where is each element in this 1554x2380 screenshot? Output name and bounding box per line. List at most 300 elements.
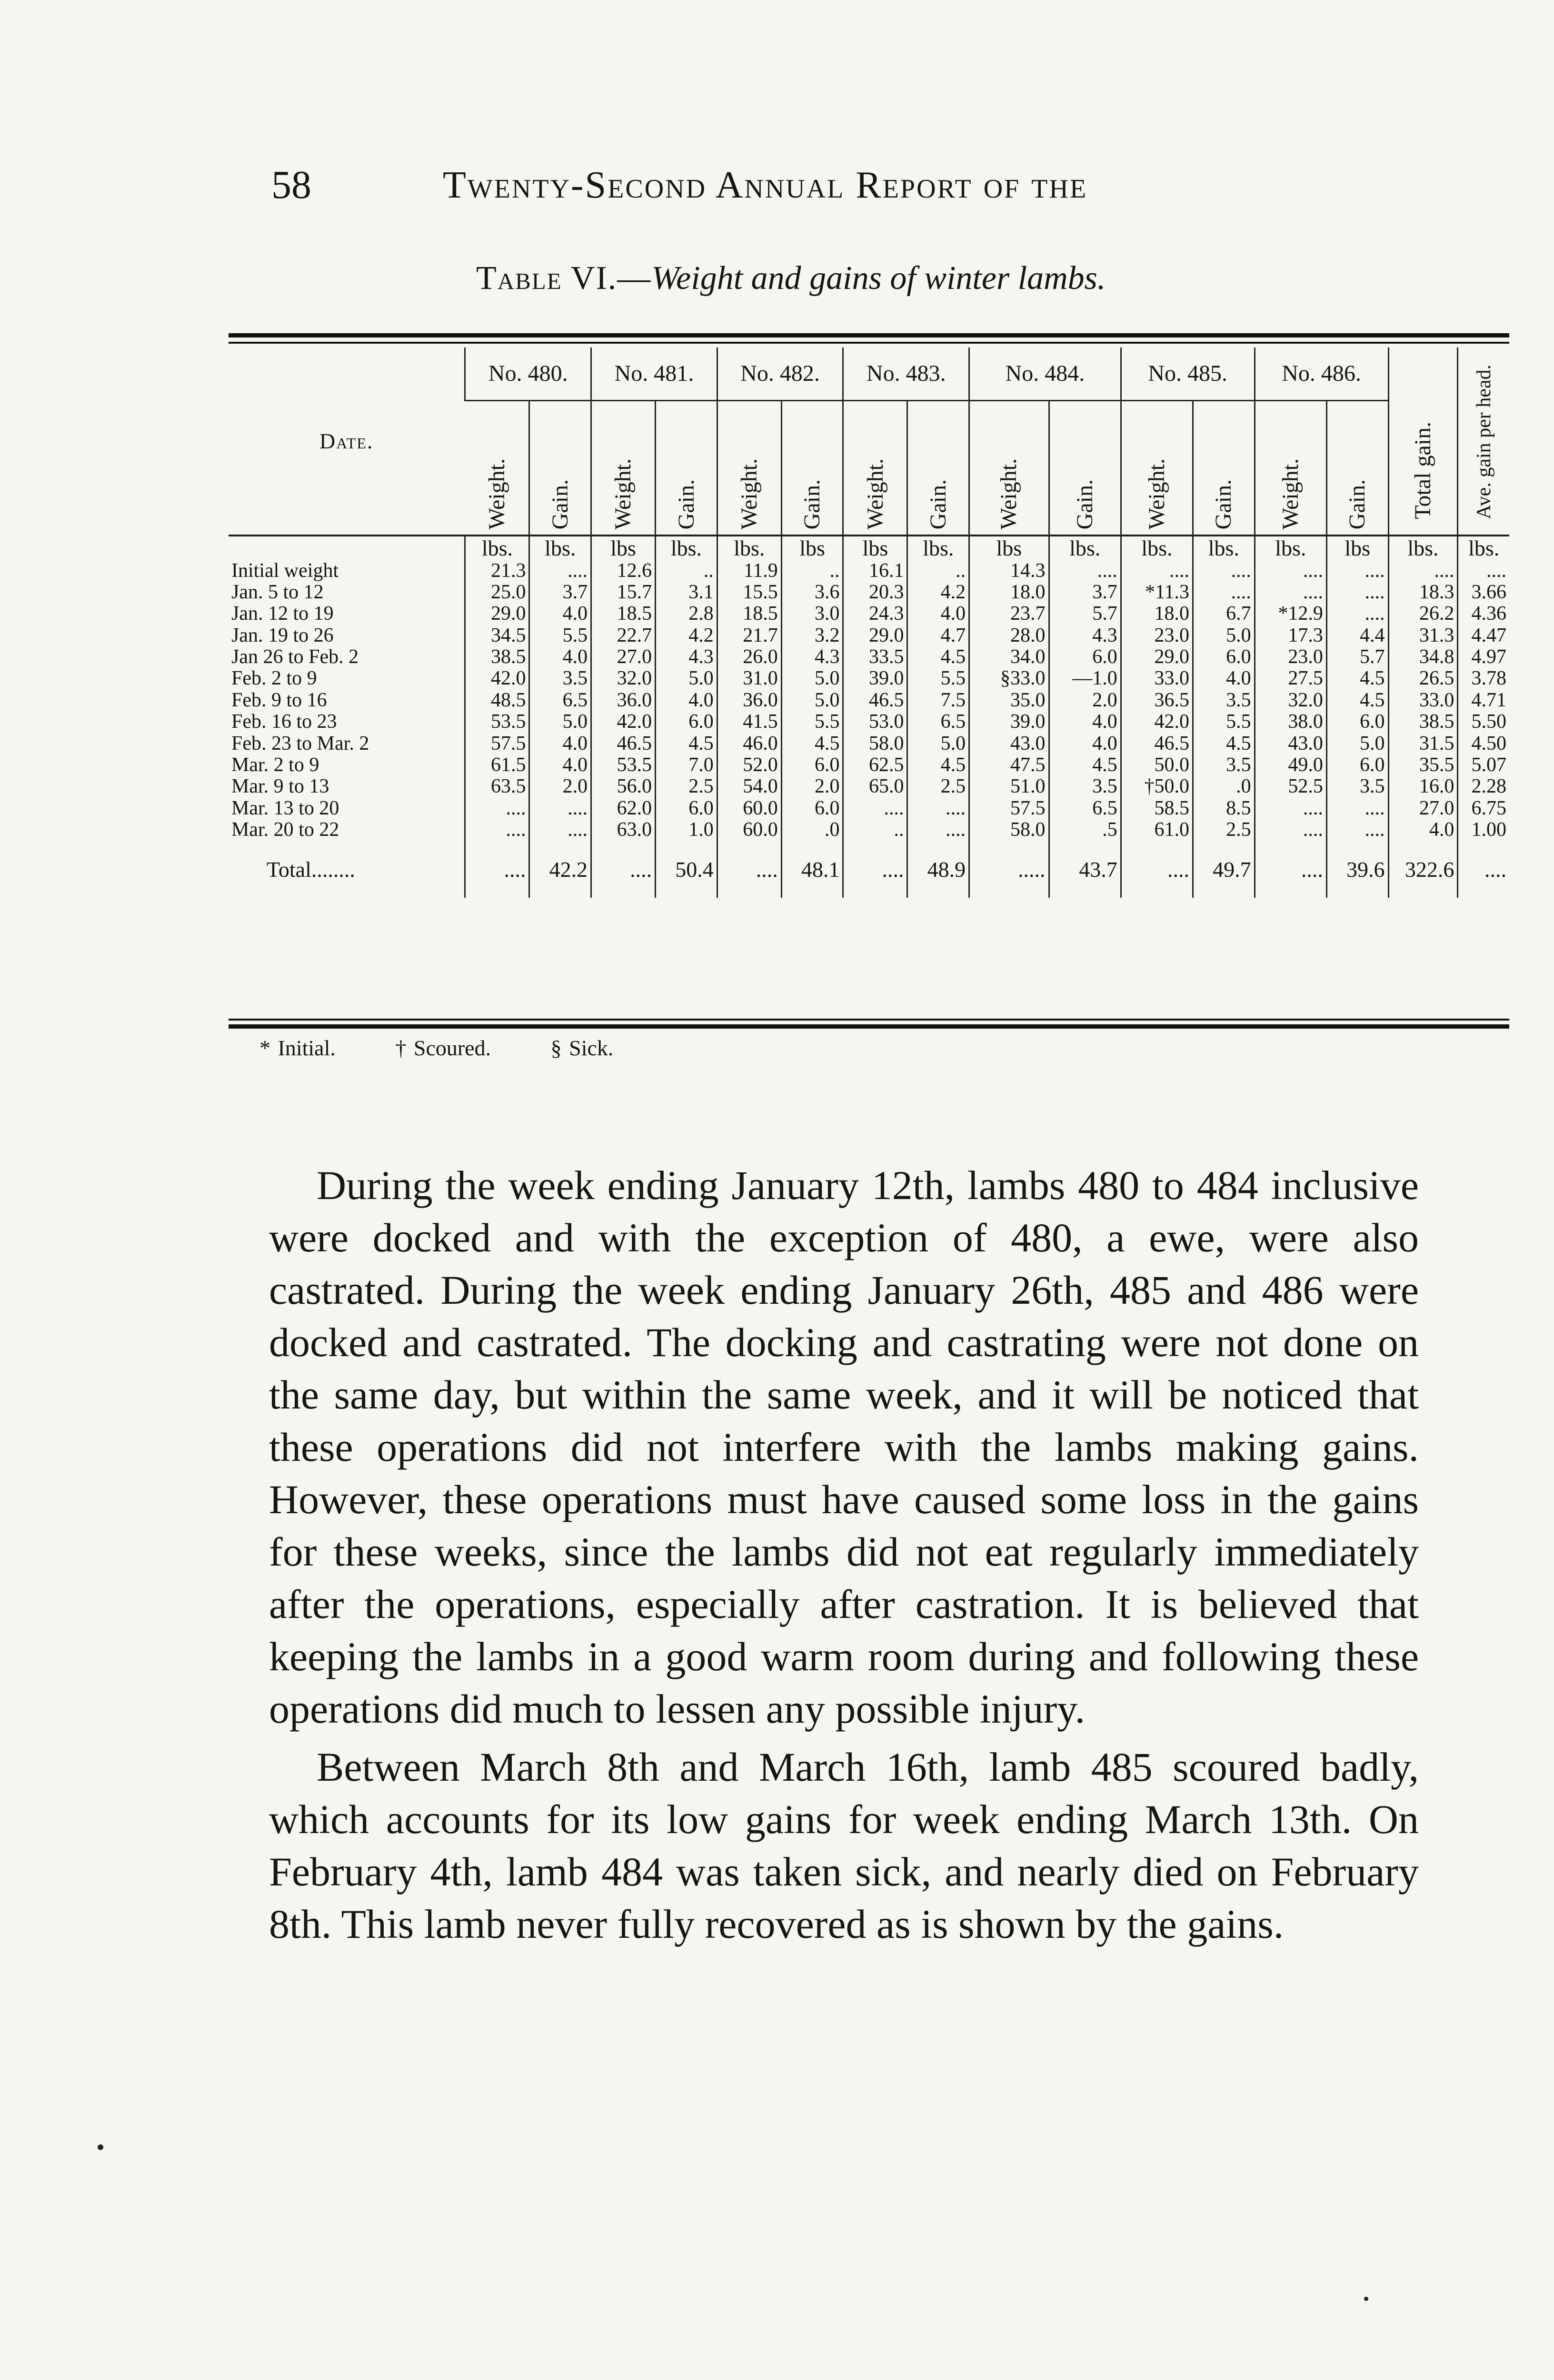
table-cell: 22.7 <box>591 625 656 646</box>
table-cell: 63.5 <box>465 776 529 797</box>
units-cell: lbs. <box>656 536 717 560</box>
table-cell: 3.5 <box>1049 776 1121 797</box>
row-date-cell: Mar. 2 to 9 <box>231 754 319 776</box>
row-date-cell: Initial weight <box>231 560 339 582</box>
table-cell: 58.0 <box>969 819 1049 841</box>
table-cell: 23.0 <box>1121 625 1193 646</box>
units-cell: lbs <box>591 536 656 560</box>
table-cell: 4.5 <box>656 733 717 754</box>
table-cell: 41.5 <box>717 711 781 733</box>
table-cell: 3.66 <box>1458 582 1509 603</box>
table-cell: 39.0 <box>969 711 1049 733</box>
table-cell: 42.0 <box>591 711 656 733</box>
table-cell: 4.7 <box>907 625 969 646</box>
table-footnotes <box>259 1035 666 1061</box>
units-cell: lbs. <box>907 536 969 560</box>
group-header: No. 481. <box>591 347 717 401</box>
table-cell: 38.5 <box>1388 711 1458 733</box>
table-cell: 1.0 <box>656 819 717 841</box>
table-cell: .... <box>1049 560 1121 582</box>
total-cell: .... <box>843 841 907 898</box>
table-bottom-rule-inner <box>229 1019 1509 1021</box>
table-cell: 60.0 <box>717 819 781 841</box>
table-cell: 5.50 <box>1458 711 1509 733</box>
table-cell: 20.3 <box>843 582 907 603</box>
table-cell: .... <box>529 560 591 582</box>
table-row <box>229 754 1509 776</box>
table-cell: .... <box>1388 560 1458 582</box>
table-cell: *11.3 <box>1121 582 1193 603</box>
table-cell: 3.5 <box>1193 690 1255 711</box>
table-cell: 6.5 <box>1049 798 1121 819</box>
table-cell: 48.5 <box>465 690 529 711</box>
table-cell: 31.0 <box>717 668 781 689</box>
table-cell: 2.0 <box>529 776 591 797</box>
row-date-cell: Feb. 9 to 16 <box>231 689 327 711</box>
group-header: No. 486. <box>1255 347 1388 401</box>
total-cell: 42.2 <box>529 841 591 898</box>
table-cell: 49.0 <box>1255 754 1326 776</box>
table-cell: 58.0 <box>843 733 907 754</box>
table-cell: 6.5 <box>529 690 591 711</box>
row-date-cell: Jan. 19 to 26 <box>231 625 334 646</box>
table-bottom-rule <box>229 1024 1509 1029</box>
table-cell: 27.0 <box>1388 798 1458 819</box>
total-cell: .... <box>1255 841 1326 898</box>
table-cell: 6.0 <box>1326 754 1388 776</box>
table-cell: .... <box>1326 603 1388 625</box>
table-cell: 43.0 <box>969 733 1049 754</box>
table-cell: 18.0 <box>1121 603 1193 625</box>
table-cell: 42.0 <box>465 668 529 689</box>
table-cell: 57.5 <box>969 798 1049 819</box>
table-row <box>229 798 1509 819</box>
table-cell: 5.0 <box>781 668 843 689</box>
table-cell: 6.0 <box>781 798 843 819</box>
table-cell: 4.71 <box>1458 690 1509 711</box>
table-cell: 29.0 <box>1121 646 1193 668</box>
table-cell: 7.5 <box>907 690 969 711</box>
table-cell: 35.5 <box>1388 754 1458 776</box>
table-cell: 6.5 <box>907 711 969 733</box>
table-cell: 36.0 <box>591 690 656 711</box>
weight-subheader: Weight. <box>1255 401 1326 536</box>
table-cell: 3.0 <box>781 603 843 625</box>
table-cell: 4.3 <box>781 646 843 668</box>
table-cell: 3.5 <box>1193 754 1255 776</box>
table-cell: 5.0 <box>907 733 969 754</box>
table-cell: 5.0 <box>1326 733 1388 754</box>
table-cell: 26.0 <box>717 646 781 668</box>
group-header: No. 485. <box>1121 347 1255 401</box>
units-cell: lbs. <box>717 536 781 560</box>
table-cell: 57.5 <box>465 733 529 754</box>
total-cell: 43.7 <box>1049 841 1121 898</box>
table-row <box>229 690 1509 711</box>
table-cell: 3.6 <box>781 582 843 603</box>
table-cell: 33.0 <box>1121 668 1193 689</box>
table-cell: 61.5 <box>465 754 529 776</box>
table-cell: 32.0 <box>591 668 656 689</box>
table-cell: 5.0 <box>1193 625 1255 646</box>
table-body <box>229 560 1509 841</box>
table-cell: 3.7 <box>529 582 591 603</box>
table-cell: 3.7 <box>1049 582 1121 603</box>
table-cell: 3.78 <box>1458 668 1509 689</box>
table-cell: 15.7 <box>591 582 656 603</box>
table-cell: 7.0 <box>656 754 717 776</box>
table-cell: 4.47 <box>1458 625 1509 646</box>
table-cell: 34.5 <box>465 625 529 646</box>
table-cell: 5.5 <box>907 668 969 689</box>
units-cell: lbs. <box>1388 536 1458 560</box>
table-cell: 46.0 <box>717 733 781 754</box>
table-cell: 6.75 <box>1458 798 1509 819</box>
table-cell: 36.0 <box>717 690 781 711</box>
units-cell: lbs <box>781 536 843 560</box>
table-cell: .... <box>1326 819 1388 841</box>
table-cell: 17.3 <box>1255 625 1326 646</box>
table-cell: .0 <box>1193 776 1255 797</box>
table-cell: 4.5 <box>907 754 969 776</box>
footnote-initial: * Initial. <box>259 1036 336 1060</box>
table-cell: 4.50 <box>1458 733 1509 754</box>
table-cell: 61.0 <box>1121 819 1193 841</box>
table-cell: .... <box>1121 560 1193 582</box>
row-date-cell: Jan 26 to Feb. 2 <box>231 646 359 668</box>
group-header: No. 482. <box>717 347 843 401</box>
table-cell: 38.5 <box>465 646 529 668</box>
body-paragraph-1: During the week ending January 12th, lambs 480 to 484 inclusive were docked and with the exception of 480, a ewe, were also castrated. During the week ending January 26th, 485 and 486 were docked and castrated. The docking and castrating were not done on the same day, but within the same week, and it will be noticed that these operations did not interfere with the lambs making gains. However, these operations must have caused some loss in the gains for these weeks, since the lambs did not eat regularly immediately after the operations, especially after castration. It is believed that keeping the lambs in a good warm room during and following these operations did much to lessen any possible injury. <box>269 1162 1419 1732</box>
total-cell: .... <box>717 841 781 898</box>
table-cell: 43.0 <box>1255 733 1326 754</box>
table-row <box>229 582 1509 603</box>
gain-subheader: Gain. <box>907 401 969 536</box>
table-cell: 21.7 <box>717 625 781 646</box>
table-cell: 4.0 <box>529 733 591 754</box>
table-cell: 18.0 <box>969 582 1049 603</box>
table-cell: 58.5 <box>1121 798 1193 819</box>
table-cell: .... <box>1255 582 1326 603</box>
table-cell: 56.0 <box>591 776 656 797</box>
gain-subheader: Gain. <box>1326 401 1388 536</box>
table-cell: 46.5 <box>591 733 656 754</box>
table-cell: 4.36 <box>1458 603 1509 625</box>
table-cell: .... <box>1255 819 1326 841</box>
total-cell: 322.6 <box>1388 841 1458 898</box>
stray-mark <box>1364 2297 1368 2301</box>
table-cell: .. <box>656 560 717 582</box>
table-cell: 4.0 <box>529 646 591 668</box>
table-cell: 18.3 <box>1388 582 1458 603</box>
table-cell: 4.0 <box>529 603 591 625</box>
table-cell: 4.4 <box>1326 625 1388 646</box>
lamb-weights-table <box>229 347 1509 898</box>
gain-subheader: Gain. <box>656 401 717 536</box>
gain-subheader: Gain. <box>781 401 843 536</box>
table-row <box>229 711 1509 733</box>
total-cell: 48.1 <box>781 841 843 898</box>
total-cell: 50.4 <box>656 841 717 898</box>
total-cell: ..... <box>969 841 1049 898</box>
weight-subheader: Weight. <box>1121 401 1193 536</box>
table-cell: 4.5 <box>1049 754 1121 776</box>
table-cell: 4.3 <box>1049 625 1121 646</box>
group-header: No. 484. <box>969 347 1121 401</box>
table-cell: .... <box>529 819 591 841</box>
body-paragraph-2: Between March 8th and March 16th, lamb 485 scoured badly, which accounts for its low gains for week ending March 13th. On February 4th, lamb 484 was taken sick, and nearly died on February 8th. This lamb never fully recovered as is shown by the gains. <box>269 1744 1419 1947</box>
table-cell: 16.1 <box>843 560 907 582</box>
table-cell: 21.3 <box>465 560 529 582</box>
row-date-cell: Feb. 23 to Mar. 2 <box>231 733 369 754</box>
row-date-cell: Jan. 12 to 19 <box>231 603 334 625</box>
table-cell: 62.0 <box>591 798 656 819</box>
table-cell: .... <box>907 819 969 841</box>
table-cell: 31.5 <box>1388 733 1458 754</box>
footnote-sick: § Sick. <box>550 1036 614 1060</box>
row-date-cell: Mar. 9 to 13 <box>231 776 329 798</box>
total-cell: .... <box>591 841 656 898</box>
row-date-cell: Mar. 13 to 20 <box>231 797 339 819</box>
table-cell: 51.0 <box>969 776 1049 797</box>
table-cell: 18.5 <box>717 603 781 625</box>
table-cell: .5 <box>1049 819 1121 841</box>
table-cell: 4.0 <box>1193 668 1255 689</box>
table-cell: 42.0 <box>1121 711 1193 733</box>
total-cell: .... <box>1121 841 1193 898</box>
ave-gain-header: Ave. gain per head. <box>1458 347 1509 536</box>
table-cell: 23.7 <box>969 603 1049 625</box>
table-cell: .0 <box>781 819 843 841</box>
table-cell: .... <box>465 798 529 819</box>
table-cell: 15.5 <box>717 582 781 603</box>
table-cell: 2.5 <box>907 776 969 797</box>
table-row <box>229 603 1509 625</box>
total-gain-header: Total gain. <box>1388 347 1458 536</box>
table-group-header-row <box>229 347 1509 401</box>
table-cell: 4.3 <box>656 646 717 668</box>
table-cell: 32.0 <box>1255 690 1326 711</box>
table-cell: 4.5 <box>781 733 843 754</box>
table-cell: .... <box>1193 560 1255 582</box>
table-cell: §33.0 <box>969 668 1049 689</box>
gain-subheader: Gain. <box>529 401 591 536</box>
table-cell: 4.0 <box>529 754 591 776</box>
table-cell: 33.5 <box>843 646 907 668</box>
weight-subheader: Weight. <box>465 401 529 536</box>
stray-mark <box>98 2144 103 2150</box>
table-cell: 4.5 <box>1193 733 1255 754</box>
weight-subheader: Weight. <box>591 401 656 536</box>
total-cell: 49.7 <box>1193 841 1255 898</box>
table-cell: 27.5 <box>1255 668 1326 689</box>
table-cell: 5.07 <box>1458 754 1509 776</box>
body-text <box>269 1159 1419 1956</box>
units-cell: lbs. <box>1049 536 1121 560</box>
table-cell: 52.0 <box>717 754 781 776</box>
table-cell: 29.0 <box>465 603 529 625</box>
table-cell: 25.0 <box>465 582 529 603</box>
table-top-rule <box>229 333 1509 337</box>
table-cell: 60.0 <box>717 798 781 819</box>
table-caption-text: Weight and gains of winter lambs. <box>651 260 1106 297</box>
total-cell: .... <box>465 841 529 898</box>
table-row <box>229 625 1509 646</box>
units-cell: lbs. <box>1255 536 1326 560</box>
group-header: No. 483. <box>843 347 969 401</box>
table-cell: 6.0 <box>656 711 717 733</box>
table-cell: 4.2 <box>656 625 717 646</box>
table-cell: .... <box>1193 582 1255 603</box>
total-label: Total........ <box>267 857 355 882</box>
row-date-cell: Feb. 2 to 9 <box>231 668 317 690</box>
table-row <box>229 733 1509 754</box>
units-cell: lbs <box>843 536 907 560</box>
total-cell: .... <box>1458 841 1509 898</box>
table-cell: 12.6 <box>591 560 656 582</box>
table-cell: .... <box>1326 560 1388 582</box>
table-cell: 62.5 <box>843 754 907 776</box>
table-cell: 5.0 <box>656 668 717 689</box>
table-cell: 29.0 <box>843 625 907 646</box>
table-cell: 2.28 <box>1458 776 1509 797</box>
table-cell: .. <box>907 560 969 582</box>
total-cell: 48.9 <box>907 841 969 898</box>
table-cell: 6.7 <box>1193 603 1255 625</box>
table-cell: 50.0 <box>1121 754 1193 776</box>
table-cell: .... <box>1255 798 1326 819</box>
table-cell: 34.8 <box>1388 646 1458 668</box>
table-cell: 4.5 <box>907 646 969 668</box>
table-cell: 6.0 <box>656 798 717 819</box>
table-cell: 3.5 <box>1326 776 1388 797</box>
table-cell: 18.5 <box>591 603 656 625</box>
table-cell: 4.0 <box>1049 711 1121 733</box>
table-cell: 23.0 <box>1255 646 1326 668</box>
table-cell: 35.0 <box>969 690 1049 711</box>
table-cell: 1.00 <box>1458 819 1509 841</box>
table-cell: 5.5 <box>1193 711 1255 733</box>
table-cell: *12.9 <box>1255 603 1326 625</box>
table-cell: .... <box>1255 560 1326 582</box>
table-cell: 3.1 <box>656 582 717 603</box>
table-cell: 6.0 <box>781 754 843 776</box>
table-cell: 8.5 <box>1193 798 1255 819</box>
table-cell: 39.0 <box>843 668 907 689</box>
table-cell: .... <box>907 798 969 819</box>
table-cell: 6.0 <box>1326 711 1388 733</box>
gain-subheader: Gain. <box>1049 401 1121 536</box>
table-cell: 6.0 <box>1193 646 1255 668</box>
running-title: Twenty-Second Annual Report of the <box>443 164 1088 206</box>
table-cell: 53.5 <box>465 711 529 733</box>
weight-subheader: Weight. <box>843 401 907 536</box>
table-cell: 2.5 <box>656 776 717 797</box>
table-cell: 4.0 <box>1049 733 1121 754</box>
table-cell: .... <box>529 798 591 819</box>
table-cell: 4.0 <box>907 603 969 625</box>
page-header <box>271 162 1300 214</box>
table-cell: 24.3 <box>843 603 907 625</box>
table-cell: .. <box>843 819 907 841</box>
table-cell: 26.5 <box>1388 668 1458 689</box>
table-cell: 2.5 <box>1193 819 1255 841</box>
table-cell: 4.5 <box>1326 668 1388 689</box>
units-cell: lbs <box>1326 536 1388 560</box>
table-cell: 5.5 <box>529 625 591 646</box>
table-cell: 52.5 <box>1255 776 1326 797</box>
table-top-rule-inner <box>229 342 1509 344</box>
table-cell: 4.2 <box>907 582 969 603</box>
units-cell: lbs. <box>529 536 591 560</box>
table-cell: 2.8 <box>656 603 717 625</box>
footnote-scoured: † Scoured. <box>395 1036 491 1060</box>
total-row <box>229 841 1509 898</box>
gain-subheader: Gain. <box>1193 401 1255 536</box>
table-cell: 38.0 <box>1255 711 1326 733</box>
table-row <box>229 668 1509 689</box>
weight-subheader: Weight. <box>717 401 781 536</box>
table-cell: 14.3 <box>969 560 1049 582</box>
date-column-header: Date. <box>229 347 465 536</box>
table-cell: 2.0 <box>781 776 843 797</box>
units-cell: lbs. <box>1458 536 1509 560</box>
units-cell: lbs. <box>1121 536 1193 560</box>
table-cell: 27.0 <box>591 646 656 668</box>
table-cell: 3.5 <box>529 668 591 689</box>
units-cell <box>229 536 465 560</box>
table-cell: 3.2 <box>781 625 843 646</box>
table-cell: .. <box>781 560 843 582</box>
table-row <box>229 560 1509 582</box>
table-cell: 5.5 <box>781 711 843 733</box>
weight-subheader: Weight. <box>969 401 1049 536</box>
table-caption <box>476 259 1106 298</box>
row-date-cell: Mar. 20 to 22 <box>231 819 339 841</box>
table-cell: 5.0 <box>529 711 591 733</box>
table-caption-label: Table VI.— <box>476 260 652 297</box>
table-cell: .... <box>465 819 529 841</box>
table-cell: 26.2 <box>1388 603 1458 625</box>
table-cell: 54.0 <box>717 776 781 797</box>
table-cell: 65.0 <box>843 776 907 797</box>
row-date-cell: Feb. 16 to 23 <box>231 711 337 733</box>
table-cell: †50.0 <box>1121 776 1193 797</box>
table-cell: 5.7 <box>1049 603 1121 625</box>
table-cell: 46.5 <box>1121 733 1193 754</box>
units-row <box>229 536 1509 560</box>
table-cell: 4.0 <box>656 690 717 711</box>
units-cell: lbs <box>969 536 1049 560</box>
table-cell: .... <box>1326 798 1388 819</box>
table-cell: .... <box>1458 560 1509 582</box>
table-cell: 33.0 <box>1388 690 1458 711</box>
total-cell: 39.6 <box>1326 841 1388 898</box>
table-cell: 36.5 <box>1121 690 1193 711</box>
table-cell: 53.0 <box>843 711 907 733</box>
table-cell: 11.9 <box>717 560 781 582</box>
row-date-cell: Jan. 5 to 12 <box>231 582 324 604</box>
table-cell: 46.5 <box>843 690 907 711</box>
table-cell: 5.7 <box>1326 646 1388 668</box>
table-cell: 4.5 <box>1326 690 1388 711</box>
table-cell: 16.0 <box>1388 776 1458 797</box>
table-cell: 34.0 <box>969 646 1049 668</box>
units-cell: lbs. <box>465 536 529 560</box>
table-cell: 63.0 <box>591 819 656 841</box>
table-cell: 6.0 <box>1049 646 1121 668</box>
table-cell: 4.0 <box>1388 819 1458 841</box>
